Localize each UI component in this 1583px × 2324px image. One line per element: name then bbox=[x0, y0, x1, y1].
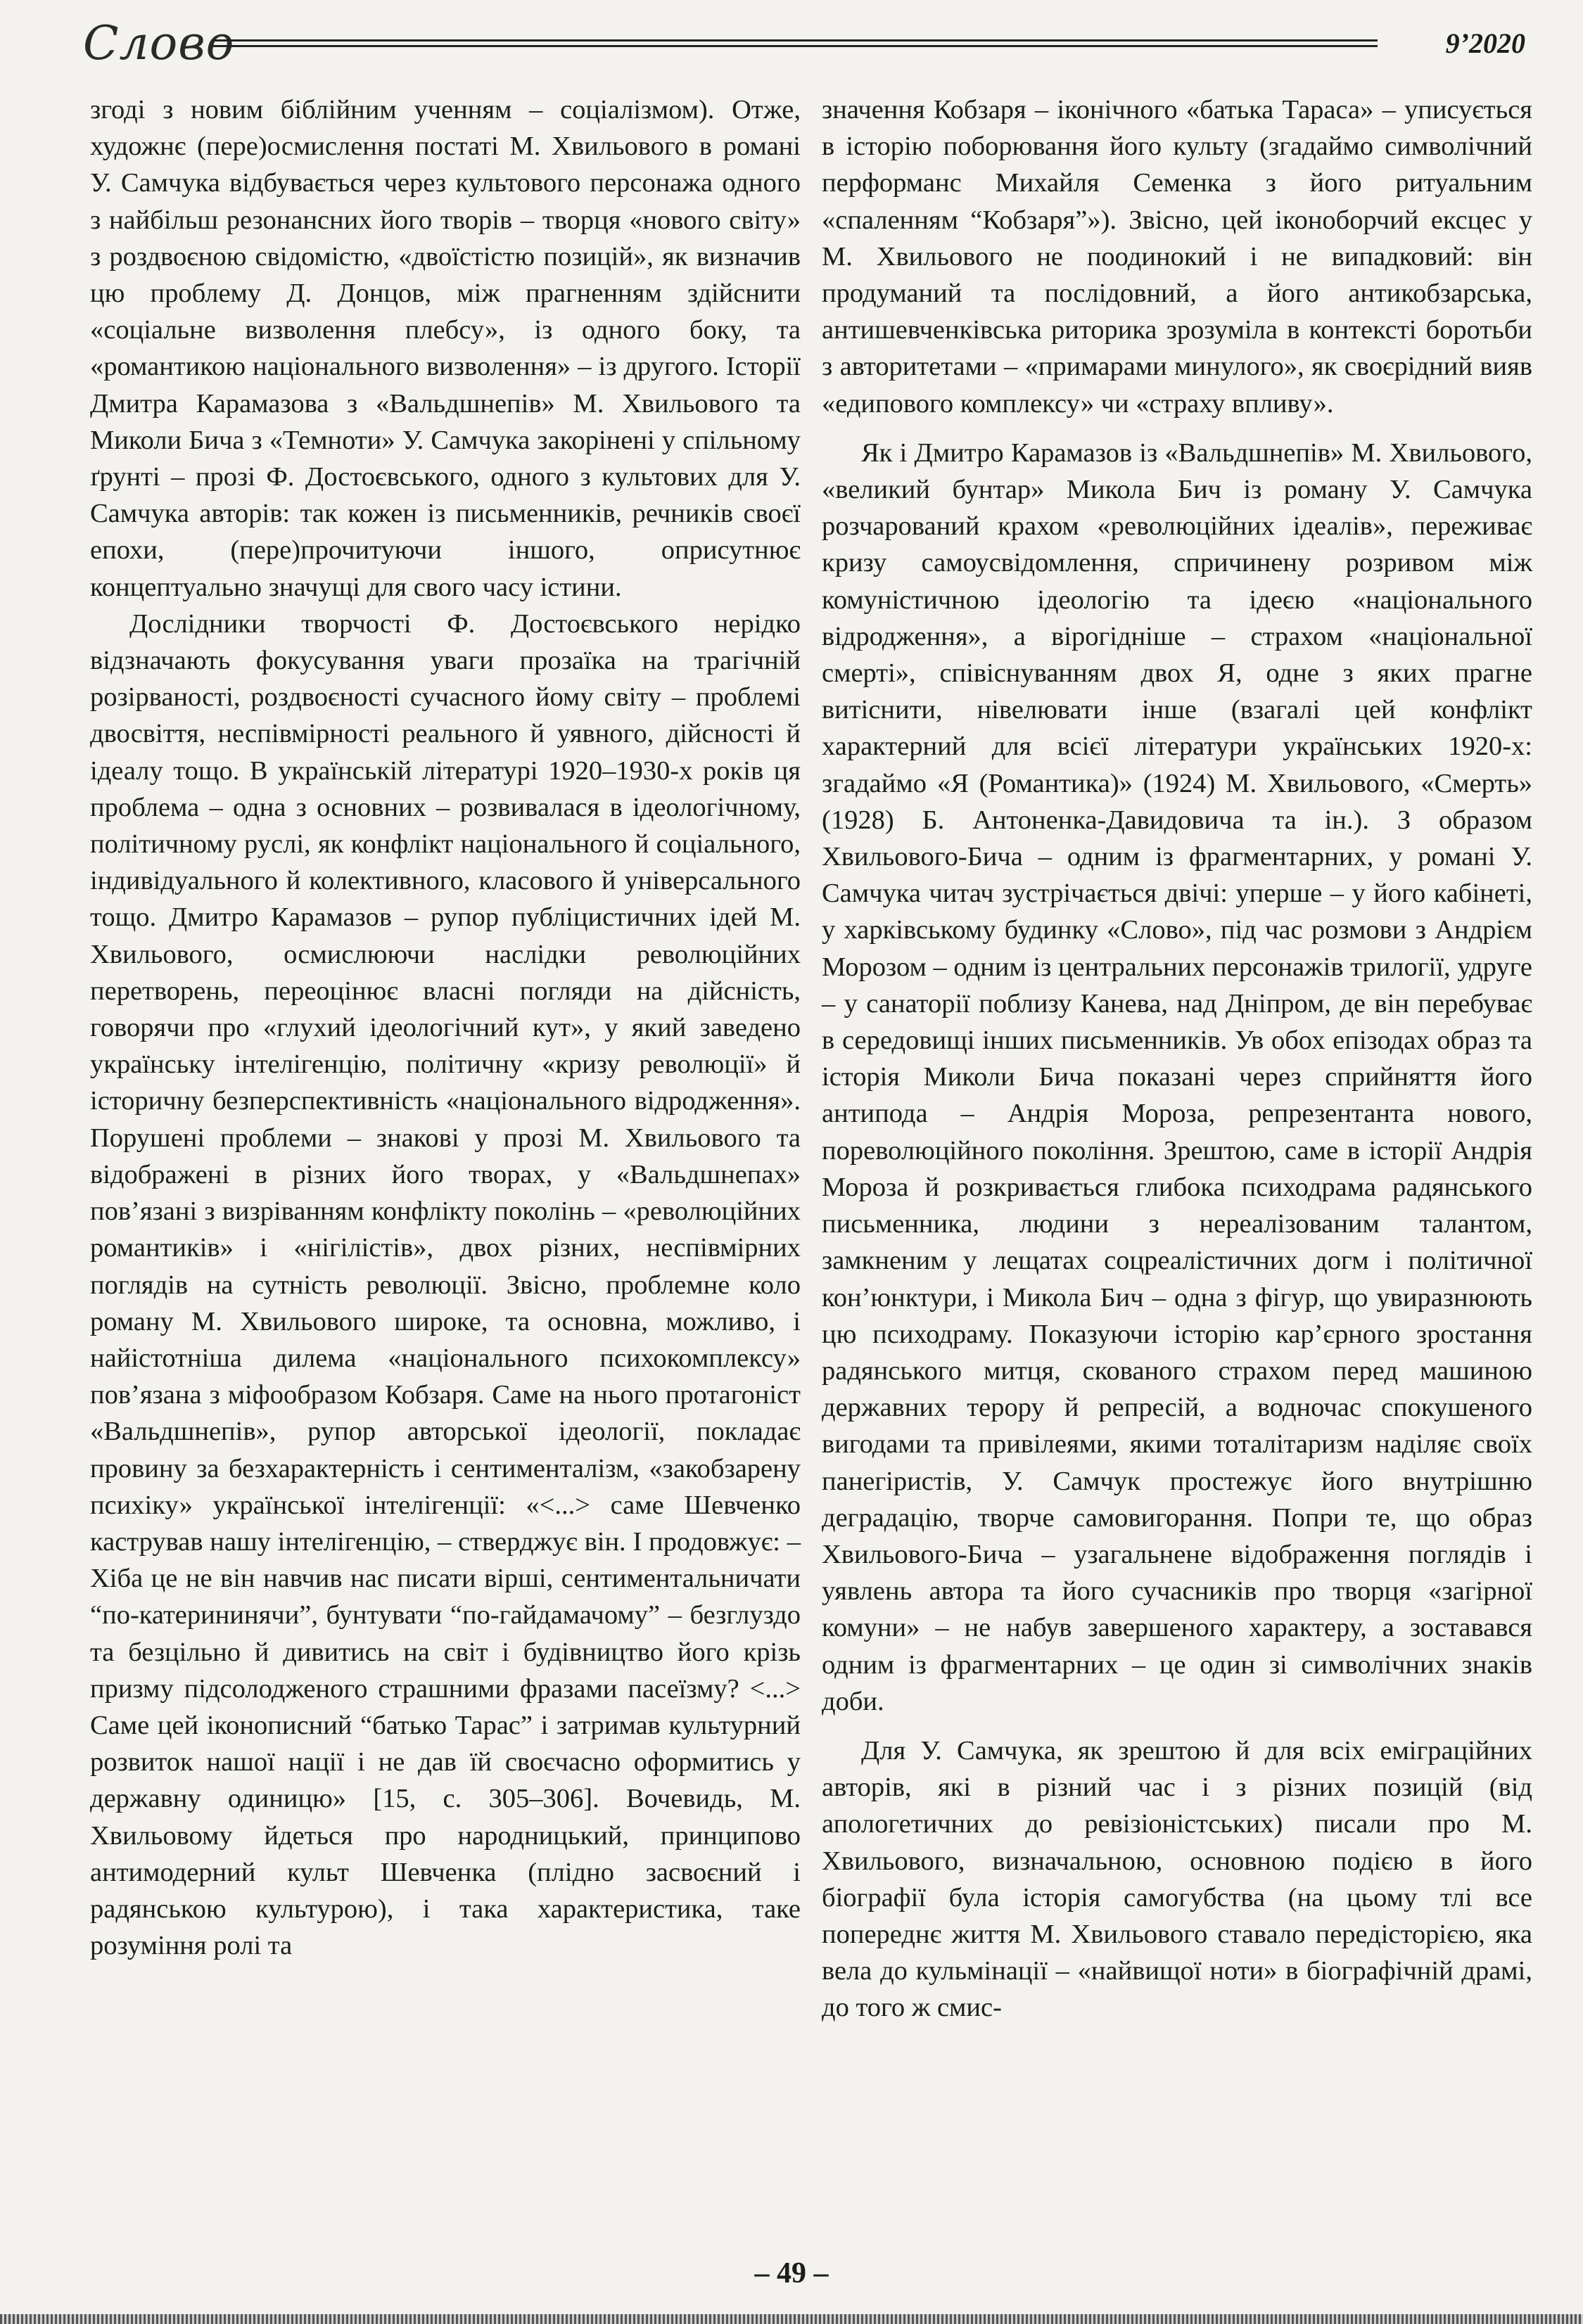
page-number: – 49 – bbox=[754, 2257, 829, 2290]
paragraph: Дослідники творчості Ф. Достоєвського нерідко відзначають фокусування уваги прозаїка на трагічній розірваності, роздвоєності сучасного йому світу – проблемі двосвіття, неспівмірності реального й уявного, дійсності й ідеалу тощо. В українській літературі 1920–1930-х років ця проблема – одна з основних – розвивалася в ідеологічному, політичному руслі, як конфлікт національного й соціального, індивідуального й колективного, класового й універсального тощо. Дмитро Карамазов – рупор публіцистичних ідей М. Хвильового, осмислюючи наслідки революційних перетворень, переоцінює власні погляди на дійсність, говорячи про «глухий ідеологічний кут», у який заведено українську інтелігенцію, політичну «кризу революції» й історичну безперспективність «національного відродження». Порушені проблеми – знакові у прозі М. Хвильового та відображені в різних його творах, у «Вальдшнепах» пов’язані з визріванням конфлікту поколінь – «революційних романтиків» і «нігілістів», двох різних, неспівмірних поглядів на сутність революції. Звісно, проблемне коло роману М. Хвильового широке, та основна, можливо, і найістотніша дилема «національного психокомплексу» пов’язана з міфообразом Кобзаря. Саме на нього протагоніст «Вальдшнепів», рупор авторської ідеології, покладає провину за безхарактерність і сентименталізм, «закобзарену психіку» української інтелігенції: «<...> саме Шевченко кастрував нашу інтелігенцію, – стверджує він. І продовжує: – Хіба це не він навчив нас писати вірші, сентиментальничати “по-катерининячи”, бунтувати “по-гайдамачому” – безглуздо та безцільно й дивитись на світ і будівництво його крізь призму підсолодженого страшними фразами пасеїзму? <...> Саме цей іконописний “батько Тарас” і затримав культурний розвиток нашої нації і не дав їй своєчасно оформитись у державну одиницю» [15, с. 305–306]. Вочевидь, М. Хвильовому йдеться про народницький, принципово антимодерний культ Шевченка (плідно засвоєний і радянською культурою), і така характеристика, таке розуміння ролі та bbox=[90, 608, 801, 1961]
right-column bbox=[822, 91, 1532, 2026]
paragraph: Як і Дмитро Карамазов із «Вальдшнепів» М. Хвильового, «великий бунтар» Микола Бич із роману У. Самчука розчарований крахом «революційних ідеалів», переживає кризу самоусвідомлення, спричинену розривом між комуністичною ідеологію та ідеєю «національного відродження», а вірогідніше – страхом «національної смерті», співіснуванням двох Я, одне з яких прагне витіснити, нівелювати інше (взагалі цей конфлікт характерний для всієї літератури українських 1920-х: згадаймо «Я (Романтика)» (1924) М. Хвильового, «Смерть» (1928) Б. Антоненка-Давидовича та ін.). З образом Хвильового-Бича – одним із фрагментарних, у романі У. Самчука читач зустрічається двічі: уперше – у його кабінеті, у харківському будинку «Слово», під час розмови з Андрієм Морозом – одним із центральних персонажів трилогії, удруге – у санаторії поблизу Канева, над Дніпром, де він перебуває в середовищі інших письменників. Ув обох епізодах образ та історія Миколи Бича показані через сприйняття його антипода – Андрія Мороза, репрезентанта нового, пореволюційного покоління. Зрештою, саме в історії Андрія Мороза й розкривається глибока психодрама радянського письменника, людини з нереалізованим талантом, замкненим у лещатах соцреалістичних догм і політичної кон’юнктури, і Микола Бич – одна з фігур, що увиразнюють цю психодраму. Показуючи історію кар’єрного зростання радянського митця, скованого страхом перед машиною державних терору й репресій, а водночас спокушеного вигодами та привілеями, якими тоталітаризм наділяє своїх панегіристів, У. Самчук простежує його внутрішню деградацію, творче самовигорання. Попри те, що образ Хвильового-Бича – узагальнене відображення поглядів і уявлень автора та його сучасників про творця «загірної комуни» – не набув завершеного характеру, а зоставався одним із фрагментарних – це один зі символічних знаків доби. bbox=[822, 438, 1532, 1716]
paragraph: Для У. Самчука, як зрештою й для всіх еміграційних авторів, які в різний час і з різних позицій (від апологетичних до ревізіоністських) писали про М. Хвильового, визначальною, основною подією в його біографії була історія самогубства (на цьому тлі все попереднє життя М. Хвильового ставало передісторією, яка вела до кульмінації – «найвищої ноти» в біографічній драмі, до того ж смис- bbox=[822, 1735, 1532, 2023]
bottom-scan-edge bbox=[0, 2314, 1583, 2324]
paragraph: значення Кобзаря – іконічного «батька Тараса» – уписується в історію поборювання його культу (згадаймо символічний перформанс Михайля Семенка з його ритуальним «спаленням “Кобзаря”»). Звісно, цей іконоборчий ексцес у М. Хвильового не поодинокий і не випадковий: він продуманий та послідовний, а його антикобзарська, антишевченківська риторика зрозуміла в контексті боротьби з авторитетами – «примарами минулого», як своєрідний вияв «едипового комплексу» чи «страху впливу». bbox=[822, 95, 1532, 419]
running-header bbox=[83, 15, 1525, 72]
journal-logo: Слово bbox=[83, 16, 235, 70]
issue-number: 9’2020 bbox=[1445, 27, 1525, 59]
header-rule bbox=[212, 34, 1378, 55]
left-column bbox=[90, 91, 801, 1964]
paragraph: згоді з новим біблійним ученням – соціалізмом). Отже, художнє (пере)осмислення постаті М. Хвильового в романі У. Самчука відбувається через культового персонажа одного з найбільш резонансних його творів – творця «нового світу» з роздвоєною свідомістю, «двоїстістю позицій», як визначив цю проблему Д. Донцов, між прагненням здійснити «соціальне визволення плебсу», із одного боку, та «романтикою національного визволення» – із другого. Історії Дмитра Карамазова з «Вальдшнепів» М. Хвильового та Миколи Бича з «Темноти» У. Самчука закорінені у спільному ґрунті – прозі Ф. Достоєвського, одного з культових для У. Самчука авторів: так кожен із письменників, речників своєї епохи, (пере)прочитуючи іншого, оприсутнює концептуально значущі для свого часу істини. bbox=[90, 95, 801, 602]
